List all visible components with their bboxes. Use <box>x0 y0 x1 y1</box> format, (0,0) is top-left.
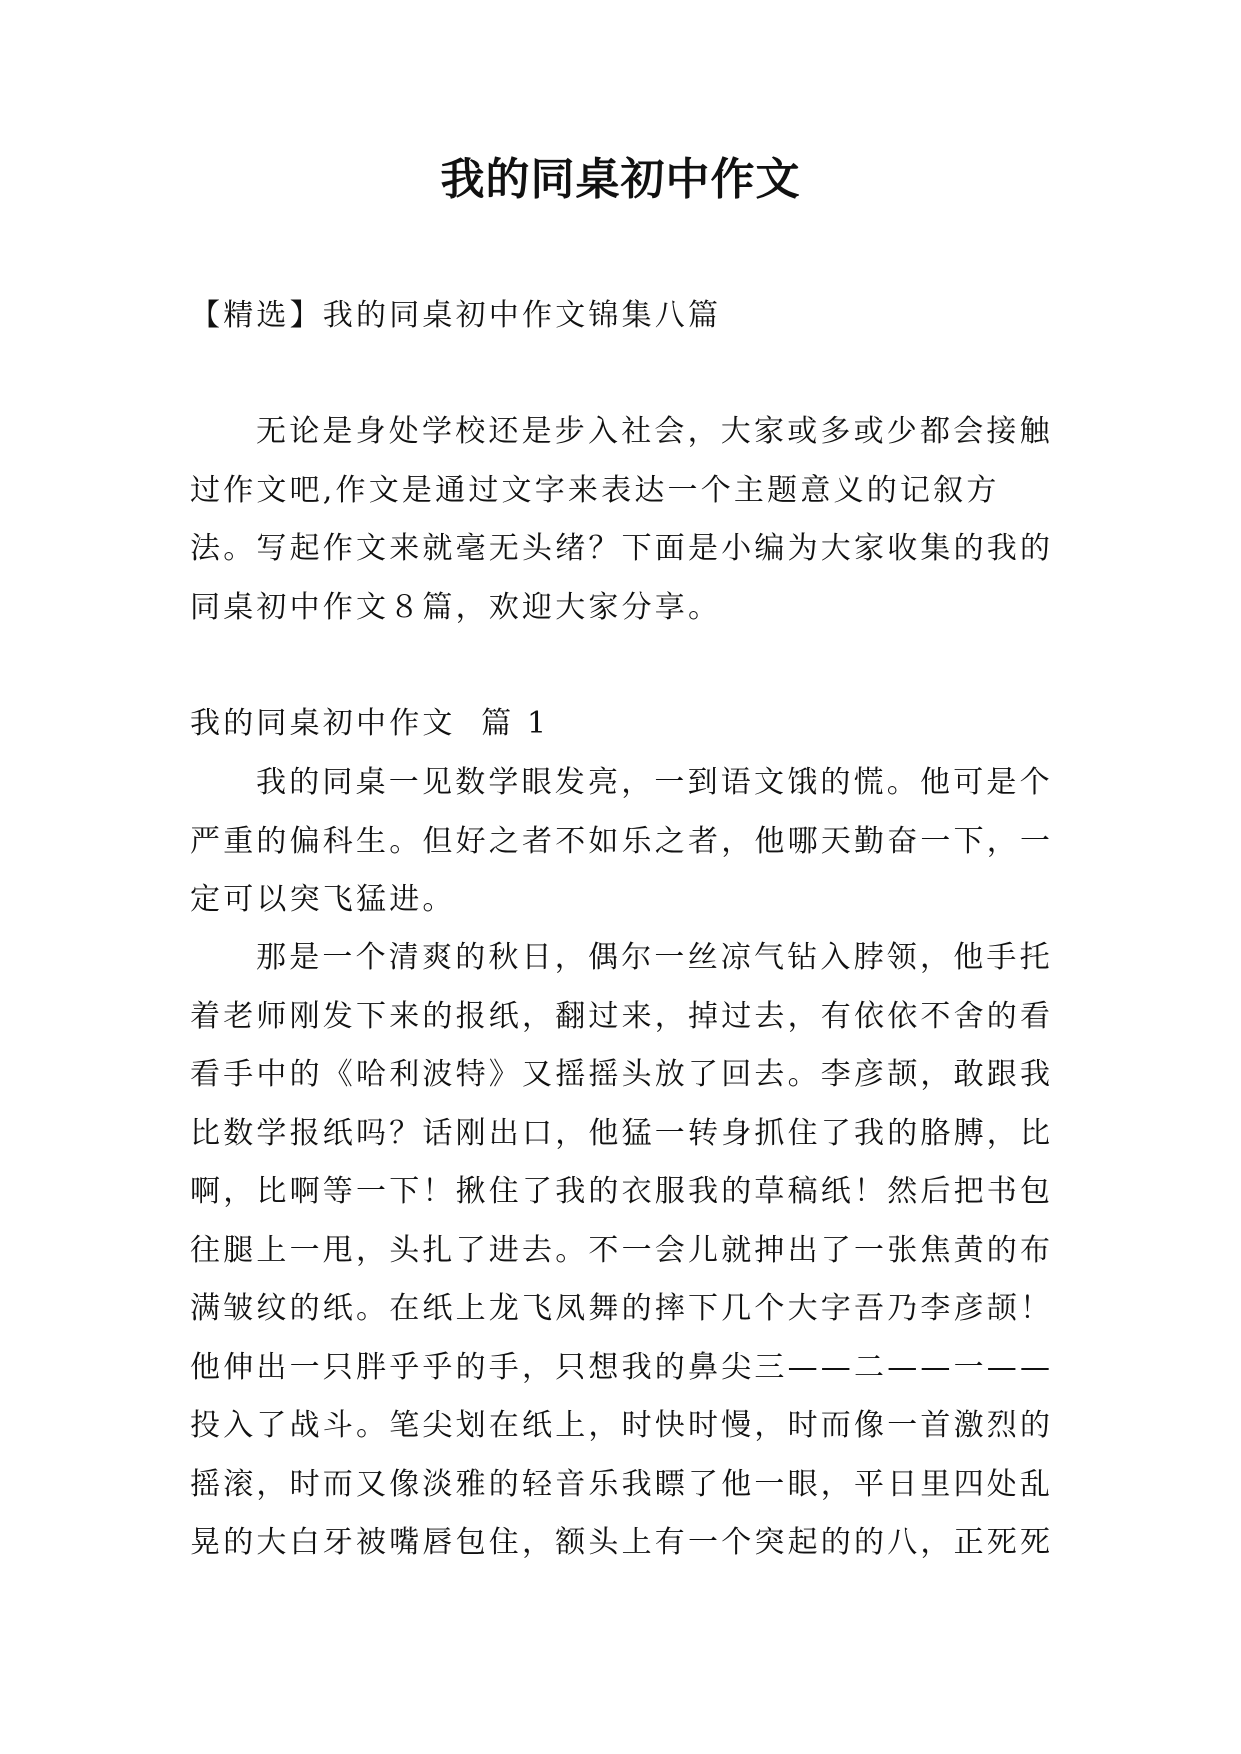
section-heading: 我的同桌初中作文 篇 1 <box>190 706 550 741</box>
intro-paragraph: 无论是身处学校还是步入社会，大家或多或少都会接触过作文吧,作文是通过文字来表达一个主题意义的记叙方法。写起作文来就毫无头绪？下面是小编为大家收集的我的同桌初中作文８篇，欢迎大家分享。 <box>190 414 1054 625</box>
body-paragraph: 那是一个清爽的秋日，偶尔一丝凉气钻入脖领，他手托着老师刚发下来的报纸，翻过来，掉过去，有依依不舍的看看手中的《哈利波特》又摇摇头放了回去。李彦颉，敢跟我比数学报纸吗？话刚出口，他猛一转身抓住了我的胳膊，比啊，比啊等一下！揪住了我的衣服我的草稿纸！然后把书包往腿上一甩，头扎了进去。不一会儿就抻出了一张焦黄的布满皱纹的纸。在纸上龙飞凤舞的摔下几个大字吾乃李彦颉！他伸出一只胖乎乎的手，只想我的鼻尖三——二——一——投入了战斗。笔尖划在纸上，时快时慢，时而像一首激烈的摇滚，时而又像淡雅的轻音乐我瞟了他一眼，平日里四处乱晃的大白牙被嘴唇包住，额头上有一个突起的的八，正死死 <box>190 940 1054 1560</box>
document-subtitle: 【精选】我的同桌初中作文锦集八篇 <box>190 298 722 333</box>
body-paragraph: 我的同桌一见数学眼发亮，一到语文饿的慌。他可是个严重的偏科生。但好之者不如乐之者，他哪天勤奋一下，一定可以突飞猛进。 <box>190 765 1054 917</box>
document-title: 我的同桌初中作文 <box>440 154 801 205</box>
